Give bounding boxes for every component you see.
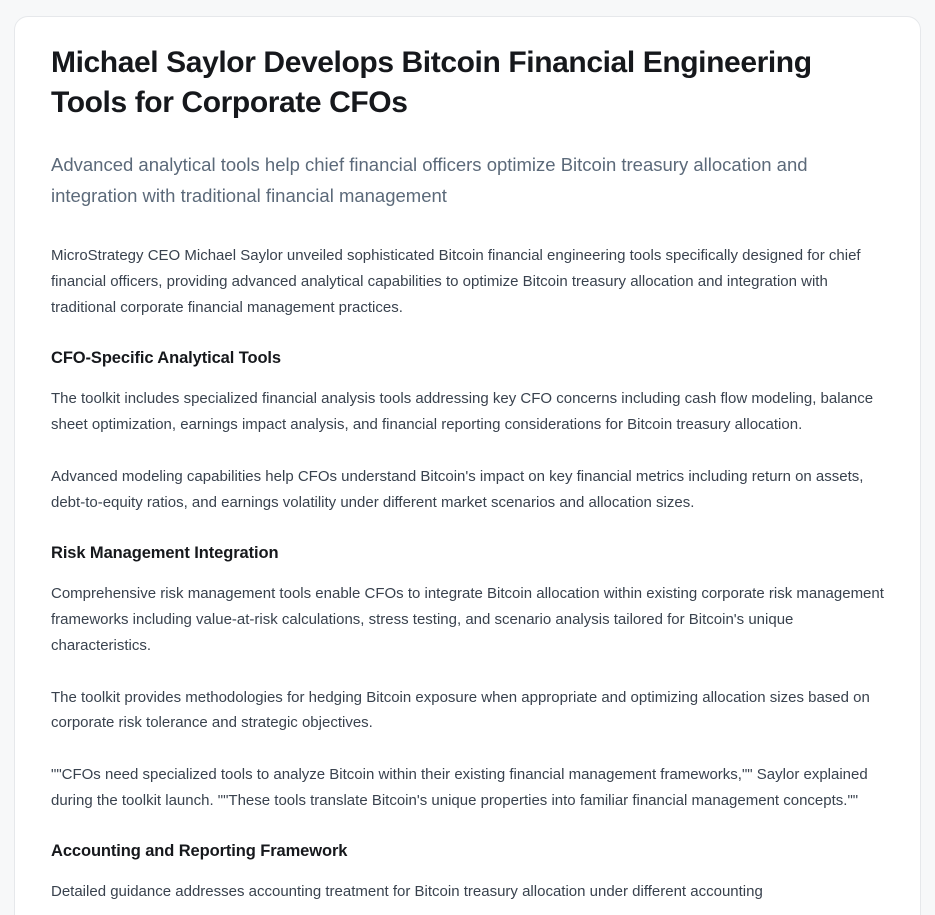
article-subtitle: Advanced analytical tools help chief financial officers optimize Bitcoin treasury allocation and integration with traditional financial management — [51, 153, 808, 206]
article-intro-paragraph: MicroStrategy CEO Michael Saylor unveiled sophisticated Bitcoin financial engineering tools specifically designed for chief financial officers, providing advanced analytical capabilities to optimize Bitcoin treasury allocation and integration with traditional corporate financial management practices. — [51, 246, 861, 316]
section-heading: Accounting and Reporting Framework — [51, 842, 348, 861]
section-heading: Risk Management Integration — [51, 543, 279, 562]
section-heading: CFO-Specific Analytical Tools — [51, 348, 281, 367]
section-paragraph: Detailed guidance addresses accounting treatment for Bitcoin treasury allocation under different accounting — [51, 883, 763, 901]
section-quote-paragraph: ""CFOs need specialized tools to analyze Bitcoin within their existing financial management frameworks,"" Saylor explained during the toolkit launch. ""These tools translate Bitcoin's unique properties into familiar financial management concepts."" — [51, 766, 868, 810]
article-card — [14, 16, 921, 915]
section-paragraph: The toolkit provides methodologies for hedging Bitcoin exposure when appropriate and optimizing allocation sizes based on corporate risk tolerance and strategic objectives. — [51, 688, 870, 732]
page-title: Michael Saylor Develops Bitcoin Financial Engineering Tools for Corporate CFOs — [51, 46, 812, 119]
section-paragraph: Advanced modeling capabilities help CFOs understand Bitcoin's impact on key financial metrics including return on assets, debt-to-equity ratios, and earnings volatility under different market scenarios and allocation sizes. — [51, 467, 864, 511]
section-paragraph: The toolkit includes specialized financial analysis tools addressing key CFO concerns including cash flow modeling, balance sheet optimization, earnings impact analysis, and financial reporting considerations for Bitcoin treasury allocation. — [51, 389, 874, 433]
article-section-accounting-framework — [51, 840, 884, 905]
article-section-analytical-tools — [51, 347, 884, 516]
section-paragraph: Comprehensive risk management tools enable CFOs to integrate Bitcoin allocation within existing corporate risk management frameworks including value-at-risk calculations, stress testing, and scenario analysis tailored for Bitcoin's unique characteristics. — [51, 584, 884, 654]
article-section-risk-management — [51, 542, 884, 815]
